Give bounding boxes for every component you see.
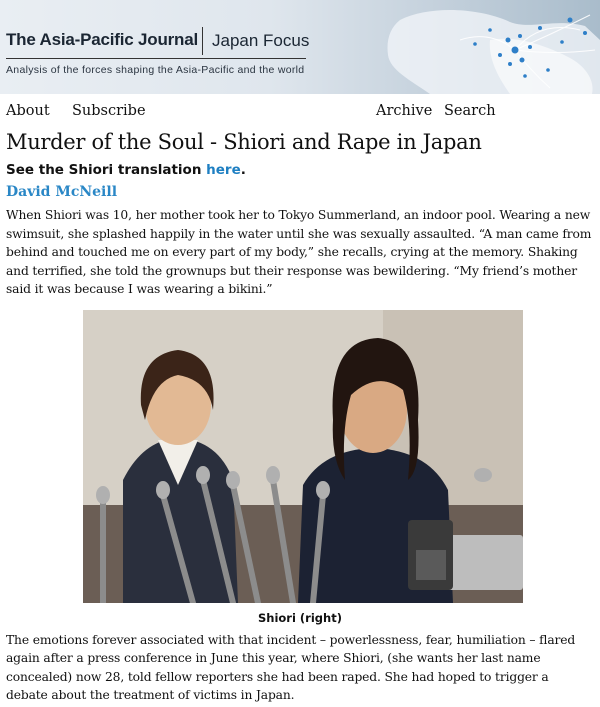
main-nav <box>0 94 600 128</box>
translation-note <box>6 162 594 178</box>
site-tagline: Analysis of the forces shaping the Asia-Pacific and the world <box>6 64 305 76</box>
title-underline <box>6 58 306 59</box>
translation-note-period: . <box>240 162 246 178</box>
press-conference-image <box>83 310 523 603</box>
article <box>0 128 600 705</box>
article-paragraph: The emotions forever associated with that incident – powerlessness, fear, humiliation – flared again after a press conference in June this year, where Shiori, (she wants her last name concealed) now 28, told fellow reporters she had been raped. She had hoped to trigger a debate about the treatment of victims in Japan. <box>6 632 576 702</box>
article-photo <box>83 310 523 603</box>
article-author[interactable]: David McNeill <box>6 184 118 200</box>
nav-about[interactable]: About <box>6 103 50 119</box>
nav-archive[interactable]: Archive <box>376 103 433 119</box>
article-title: Murder of the Soul - Shiori and Rape in Japan <box>6 130 482 154</box>
title-divider <box>202 27 203 55</box>
photo-caption: Shiori (right) <box>258 610 342 625</box>
site-section[interactable]: Japan Focus <box>212 31 310 50</box>
nav-search[interactable]: Search <box>444 103 496 119</box>
nav-subscribe[interactable]: Subscribe <box>72 103 146 119</box>
article-paragraph: When Shiori was 10, her mother took her to Tokyo Summerland, an indoor pool. Wearing a new swimsuit, she splashed happily in the water until she was sexually assaulted. “A man came from behind and touched me on every part of my body,” she recalls, crying at the memory. Shaking and terrified, she told the grownups but their response was bewildering. “My friend’s mother said it was because I was wearing a bikini.” <box>6 208 592 296</box>
world-map-graphic <box>340 0 600 94</box>
translation-note-text: See the Shiori translation <box>6 162 207 178</box>
site-banner <box>0 0 600 94</box>
site-title[interactable]: The Asia-Pacific Journal <box>6 30 199 49</box>
translation-link[interactable]: here <box>206 162 241 178</box>
